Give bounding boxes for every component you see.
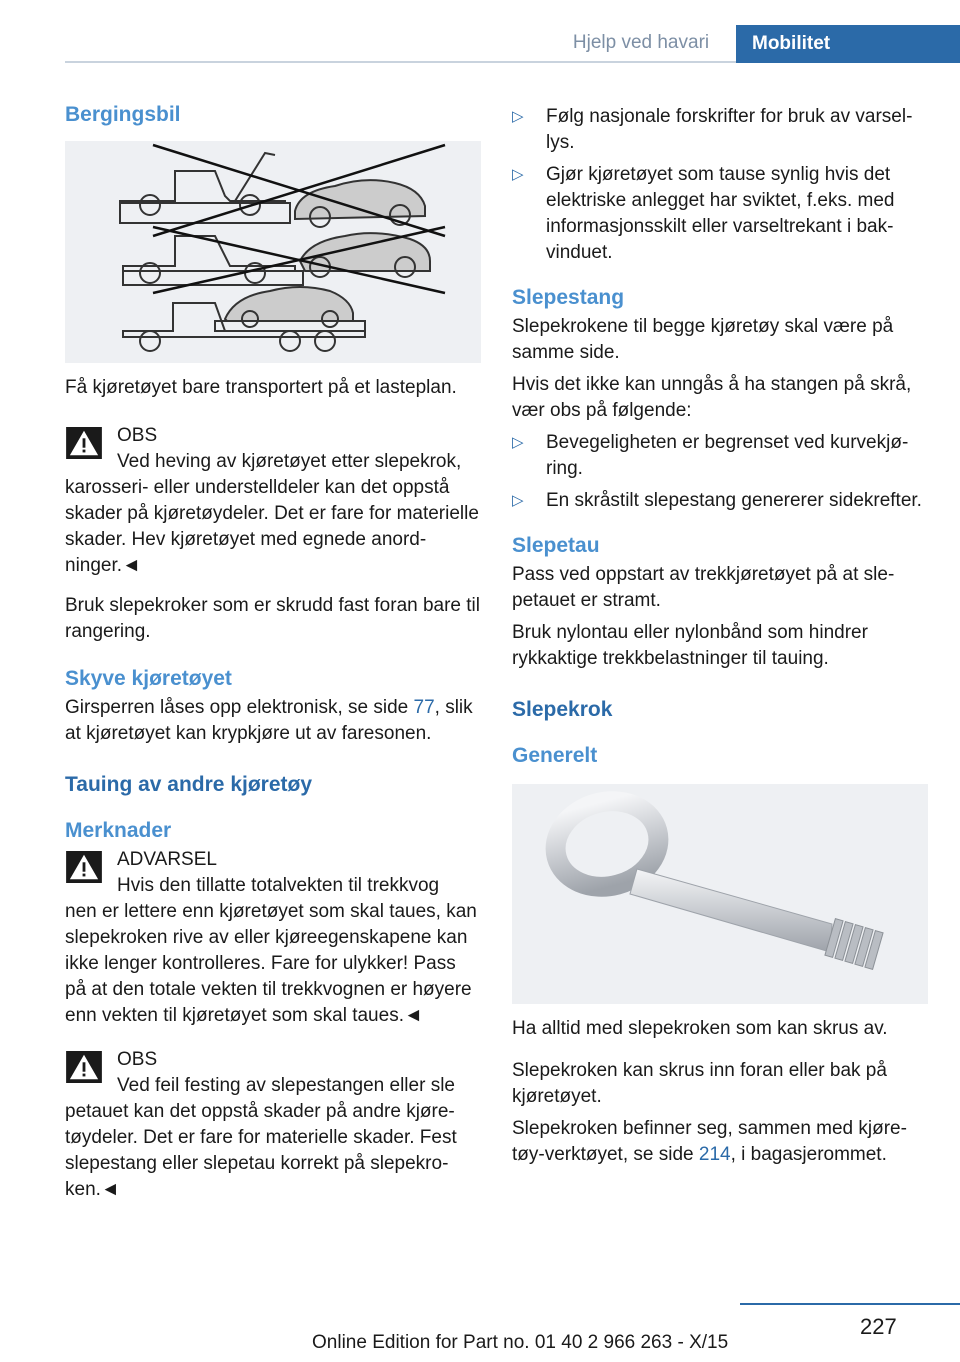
list-item-text: Følg nasjonale forskrifter for bruk av varsellys. bbox=[546, 106, 913, 153]
warning-bullets bbox=[512, 104, 928, 266]
hook-text-3 bbox=[512, 1116, 928, 1168]
skyve-text-post: , slik at kjøretøyet kan krypkjøre ut av faresonen. bbox=[65, 697, 473, 744]
obs-body: petauet kan det oppstå skader på andre kjøretøydeler. Det er fare for materielle skader. Fest slepestang eller slepetau korrekt på slepekroken.◄ bbox=[65, 1101, 457, 1200]
obs-notice-1 bbox=[65, 423, 481, 579]
obs-first-line: Ved feil festing av slepestangen eller sle bbox=[117, 1075, 455, 1096]
tauing-heading: Tauing av andre kjøretøy bbox=[65, 773, 313, 796]
chapter-tab: Mobilitet bbox=[736, 25, 960, 63]
tow-truck-illustration bbox=[65, 141, 481, 363]
slepestang-heading: Slepestang bbox=[512, 286, 625, 309]
advarsel-first-line: Hvis den tillatte totalvekten til trekkvog bbox=[117, 875, 440, 896]
section-tab: Hjelp ved havari bbox=[572, 32, 710, 53]
advarsel-label: ADVARSEL bbox=[117, 849, 217, 870]
list-item bbox=[512, 488, 928, 514]
obs-notice-2 bbox=[65, 1047, 481, 1203]
left-column bbox=[65, 100, 481, 1203]
advarsel-body: nen er lettere enn kjøretøyet som skal taues, kan slepekroken rive av eller kjøreegenskapene kan ikke lenger kontrolleres. Fare for ulykker! Pass på at den totale vekten til trekkvognen er høyere enn vekten til kjøretøyet som skal taues.◄ bbox=[65, 901, 477, 1026]
slepestang-bullets bbox=[512, 430, 928, 514]
hooks-text: Bruk slepekroker som er skrudd fast foran bare til rangering. bbox=[65, 595, 481, 642]
hook-text-3-pre: Slepekroken befinner seg, sammen med kjøretøy-verktøyet, se side bbox=[512, 1118, 907, 1165]
list-item bbox=[512, 430, 928, 482]
tow-hook-drawing bbox=[512, 784, 928, 1004]
right-column bbox=[512, 100, 928, 1168]
hook-text-2: Slepekroken kan skrus inn foran eller bak på kjøretøyet. bbox=[512, 1060, 887, 1107]
obs-body: karosseri- eller understelldeler kan det oppstå skader på kjøretøydeler. Det er fare for materielle skader. Hev kjøretøyet med egnede anordninger.◄ bbox=[65, 477, 479, 576]
slepetau-heading: Slepetau bbox=[512, 534, 600, 557]
edition-footer: Online Edition for Part no. 01 40 2 966 263 - X/15 bbox=[312, 1332, 729, 1353]
list-item-text: Gjør kjøretøyet som tause synlig hvis det elektriske anlegget har sviktet, f.eks. med informasjonsskilt eller varseltrekant i bakvinduet. bbox=[546, 164, 895, 263]
transport-text: Få kjøretøyet bare transportert på et lasteplan. bbox=[65, 377, 457, 398]
page-number: 227 bbox=[860, 1314, 897, 1339]
skyve-text bbox=[65, 695, 481, 747]
bergingsbil-heading: Bergingsbil bbox=[65, 103, 181, 126]
triangle-bullet-icon: ▷ bbox=[512, 492, 524, 509]
skyve-heading: Skyve kjøretøyet bbox=[65, 667, 232, 690]
warning-icon bbox=[65, 851, 103, 883]
slepetau-text-2: Bruk nylontau eller nylonbånd som hindrer rykkaktige trekkbelastninger til tauing. bbox=[512, 622, 868, 669]
tow-truck-drawing bbox=[65, 141, 481, 363]
merknader-heading: Merknader bbox=[65, 819, 172, 842]
slepestang-text-2: Hvis det ikke kan unngås å ha stangen på skrå, vær obs på følgende: bbox=[512, 374, 912, 421]
tow-hook-illustration bbox=[512, 784, 928, 1004]
obs-first-line: Ved heving av kjøretøyet etter slepekrok, bbox=[117, 451, 462, 472]
triangle-bullet-icon: ▷ bbox=[512, 166, 524, 183]
warning-icon bbox=[65, 427, 103, 459]
advarsel-notice bbox=[65, 847, 481, 1029]
triangle-bullet-icon: ▷ bbox=[512, 108, 524, 125]
list-item bbox=[512, 104, 928, 156]
list-item-text: Bevegeligheten er begrenset ved kurvekjøring. bbox=[546, 432, 909, 479]
hook-text-1: Ha alltid med slepekroken som kan skrus av. bbox=[512, 1018, 888, 1039]
obs-label: OBS bbox=[117, 425, 158, 446]
generelt-heading: Generelt bbox=[512, 744, 598, 767]
page-link-214[interactable]: 214 bbox=[698, 1144, 731, 1165]
triangle-bullet-icon: ▷ bbox=[512, 434, 524, 451]
slepestang-text-1: Slepekrokene til begge kjøretøy skal være på samme side. bbox=[512, 316, 894, 363]
list-item bbox=[512, 162, 928, 266]
slepetau-text-1: Pass ved oppstart av trekkjøretøyet på at slepetauet er stramt. bbox=[512, 564, 895, 611]
obs-label: OBS bbox=[117, 1049, 158, 1070]
hook-text-3-post: , i bagasjerommet. bbox=[730, 1144, 887, 1165]
page-link-77[interactable]: 77 bbox=[413, 697, 435, 718]
footer-rule bbox=[740, 1303, 960, 1305]
slepekrok-heading: Slepekrok bbox=[512, 698, 613, 721]
skyve-text-pre: Girsperren låses opp elektronisk, se side bbox=[65, 697, 414, 718]
list-item-text: En skråstilt slepestang genererer sidekrefter. bbox=[546, 490, 922, 511]
warning-icon bbox=[65, 1051, 103, 1083]
